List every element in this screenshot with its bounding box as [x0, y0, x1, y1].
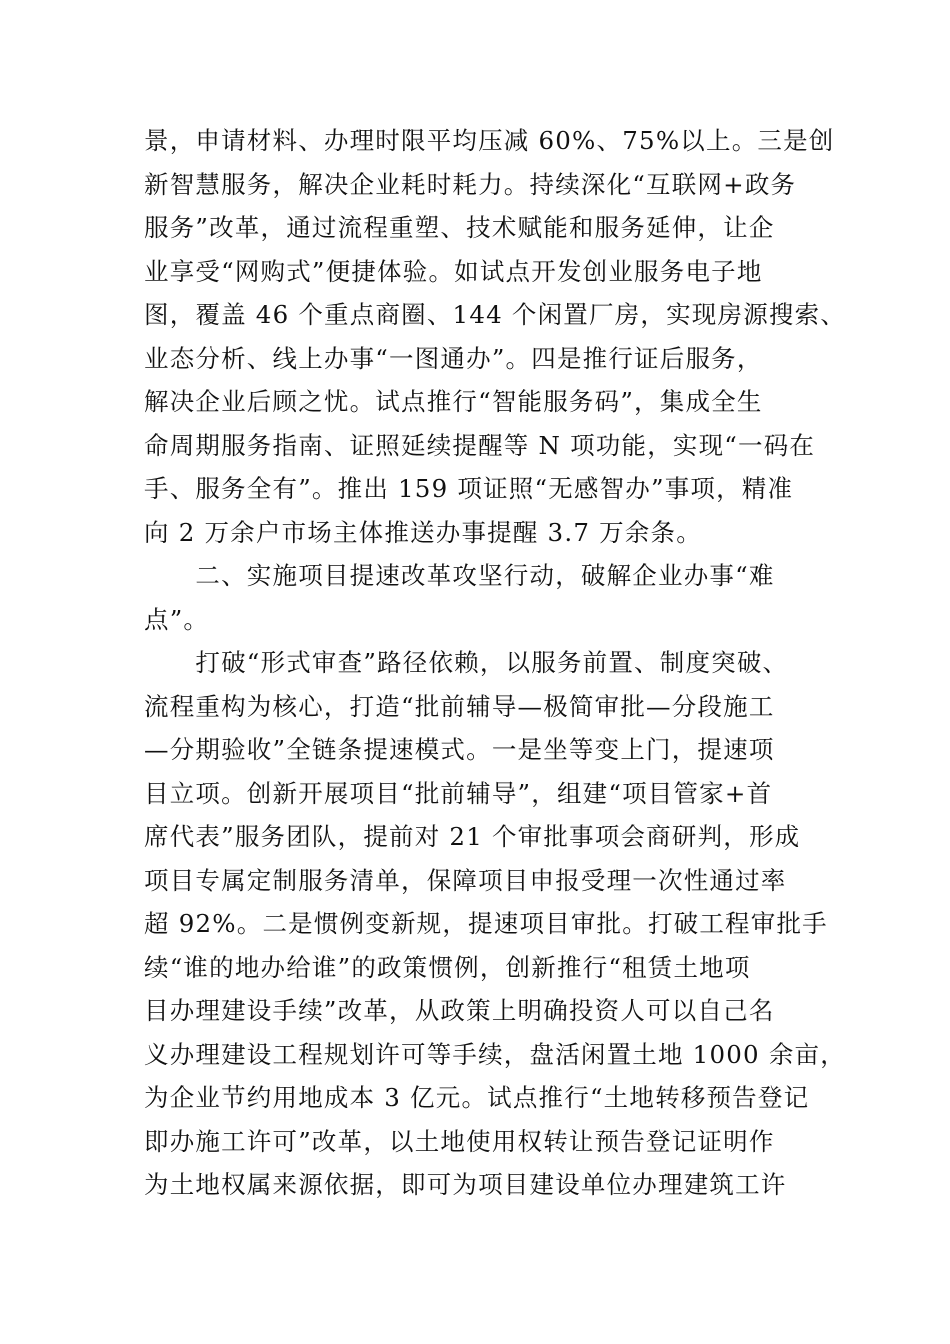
text-line: 打破“形式审查”路径依赖，以服务前置、制度突破、	[144, 648, 789, 677]
text-line: 目办理建设手续”改革，从政策上明确投资人可以自己名	[144, 996, 775, 1025]
section-heading-line: 二、实施项目提速改革攻坚行动，破解企业办事“难	[144, 561, 775, 590]
text-line: 项目专属定制服务清单，保障项目申报受理一次性通过率	[144, 865, 787, 895]
text-line: 超 92%。二是惯例变新规，提速项目审批。打破工程审批手	[144, 909, 828, 938]
text-line: 为土地权属来源依据，即可为项目建设单位办理建筑工许	[144, 1170, 787, 1199]
text-line: 义办理建设工程规划许可等手续，盘活闲置土地 1000 余亩，	[144, 1039, 846, 1069]
text-line: 即办施工许可”改革，以土地使用权转让预告登记证明作	[144, 1126, 775, 1156]
text-line: 图，覆盖 46 个重点商圈、144 个闲置厂房，实现房源搜索、	[144, 300, 846, 329]
text-line: 续“谁的地办给谁”的政策惯例，创新推行“租赁土地项	[144, 952, 751, 982]
text-line: 命周期服务指南、证照延续提醒等 N 项功能，实现“一码在	[144, 430, 816, 460]
document-body	[144, 119, 846, 1207]
text-line: 业态分析、线上办事“一图通办”。四是推行证后服务，	[144, 343, 763, 373]
text-line: 服务”改革，通过流程重塑、技术赋能和服务延伸，让企	[144, 213, 775, 242]
text-line: 手、服务全有”。推出 159 项证照“无感智办”事项，精准	[144, 474, 794, 503]
text-line: —分期验收”全链条提速模式。一是坐等变上门，提速项	[144, 735, 775, 764]
section-heading-line: 点”。	[144, 604, 210, 634]
text-line: 席代表”服务团队，提前对 21 个审批事项会商研判，形成	[144, 822, 801, 851]
text-line: 景，申请材料、办理时限平均压减 60%、75%以上。三是创	[144, 126, 835, 155]
text-line: 为企业节约用地成本 3 亿元。试点推行“土地转移预告登记	[144, 1083, 810, 1112]
text-line: 目立项。创新开展项目“批前辅导”，组建“项目管家+首	[144, 778, 773, 808]
text-line: 业享受“网购式”便捷体验。如试点开发创业服务电子地	[144, 256, 763, 286]
text-line: 向 2 万余户市场主体推送办事提醒 3.7 万余条。	[144, 517, 702, 547]
text-line: 解决企业后顾之忧。试点推行“智能服务码”，集成全生	[144, 387, 763, 416]
text-line: 流程重构为核心，打造“批前辅导—极简审批—分段施工	[144, 691, 775, 721]
text-line: 新智慧服务，解决企业耗时耗力。持续深化“互联网+政务	[144, 169, 797, 199]
